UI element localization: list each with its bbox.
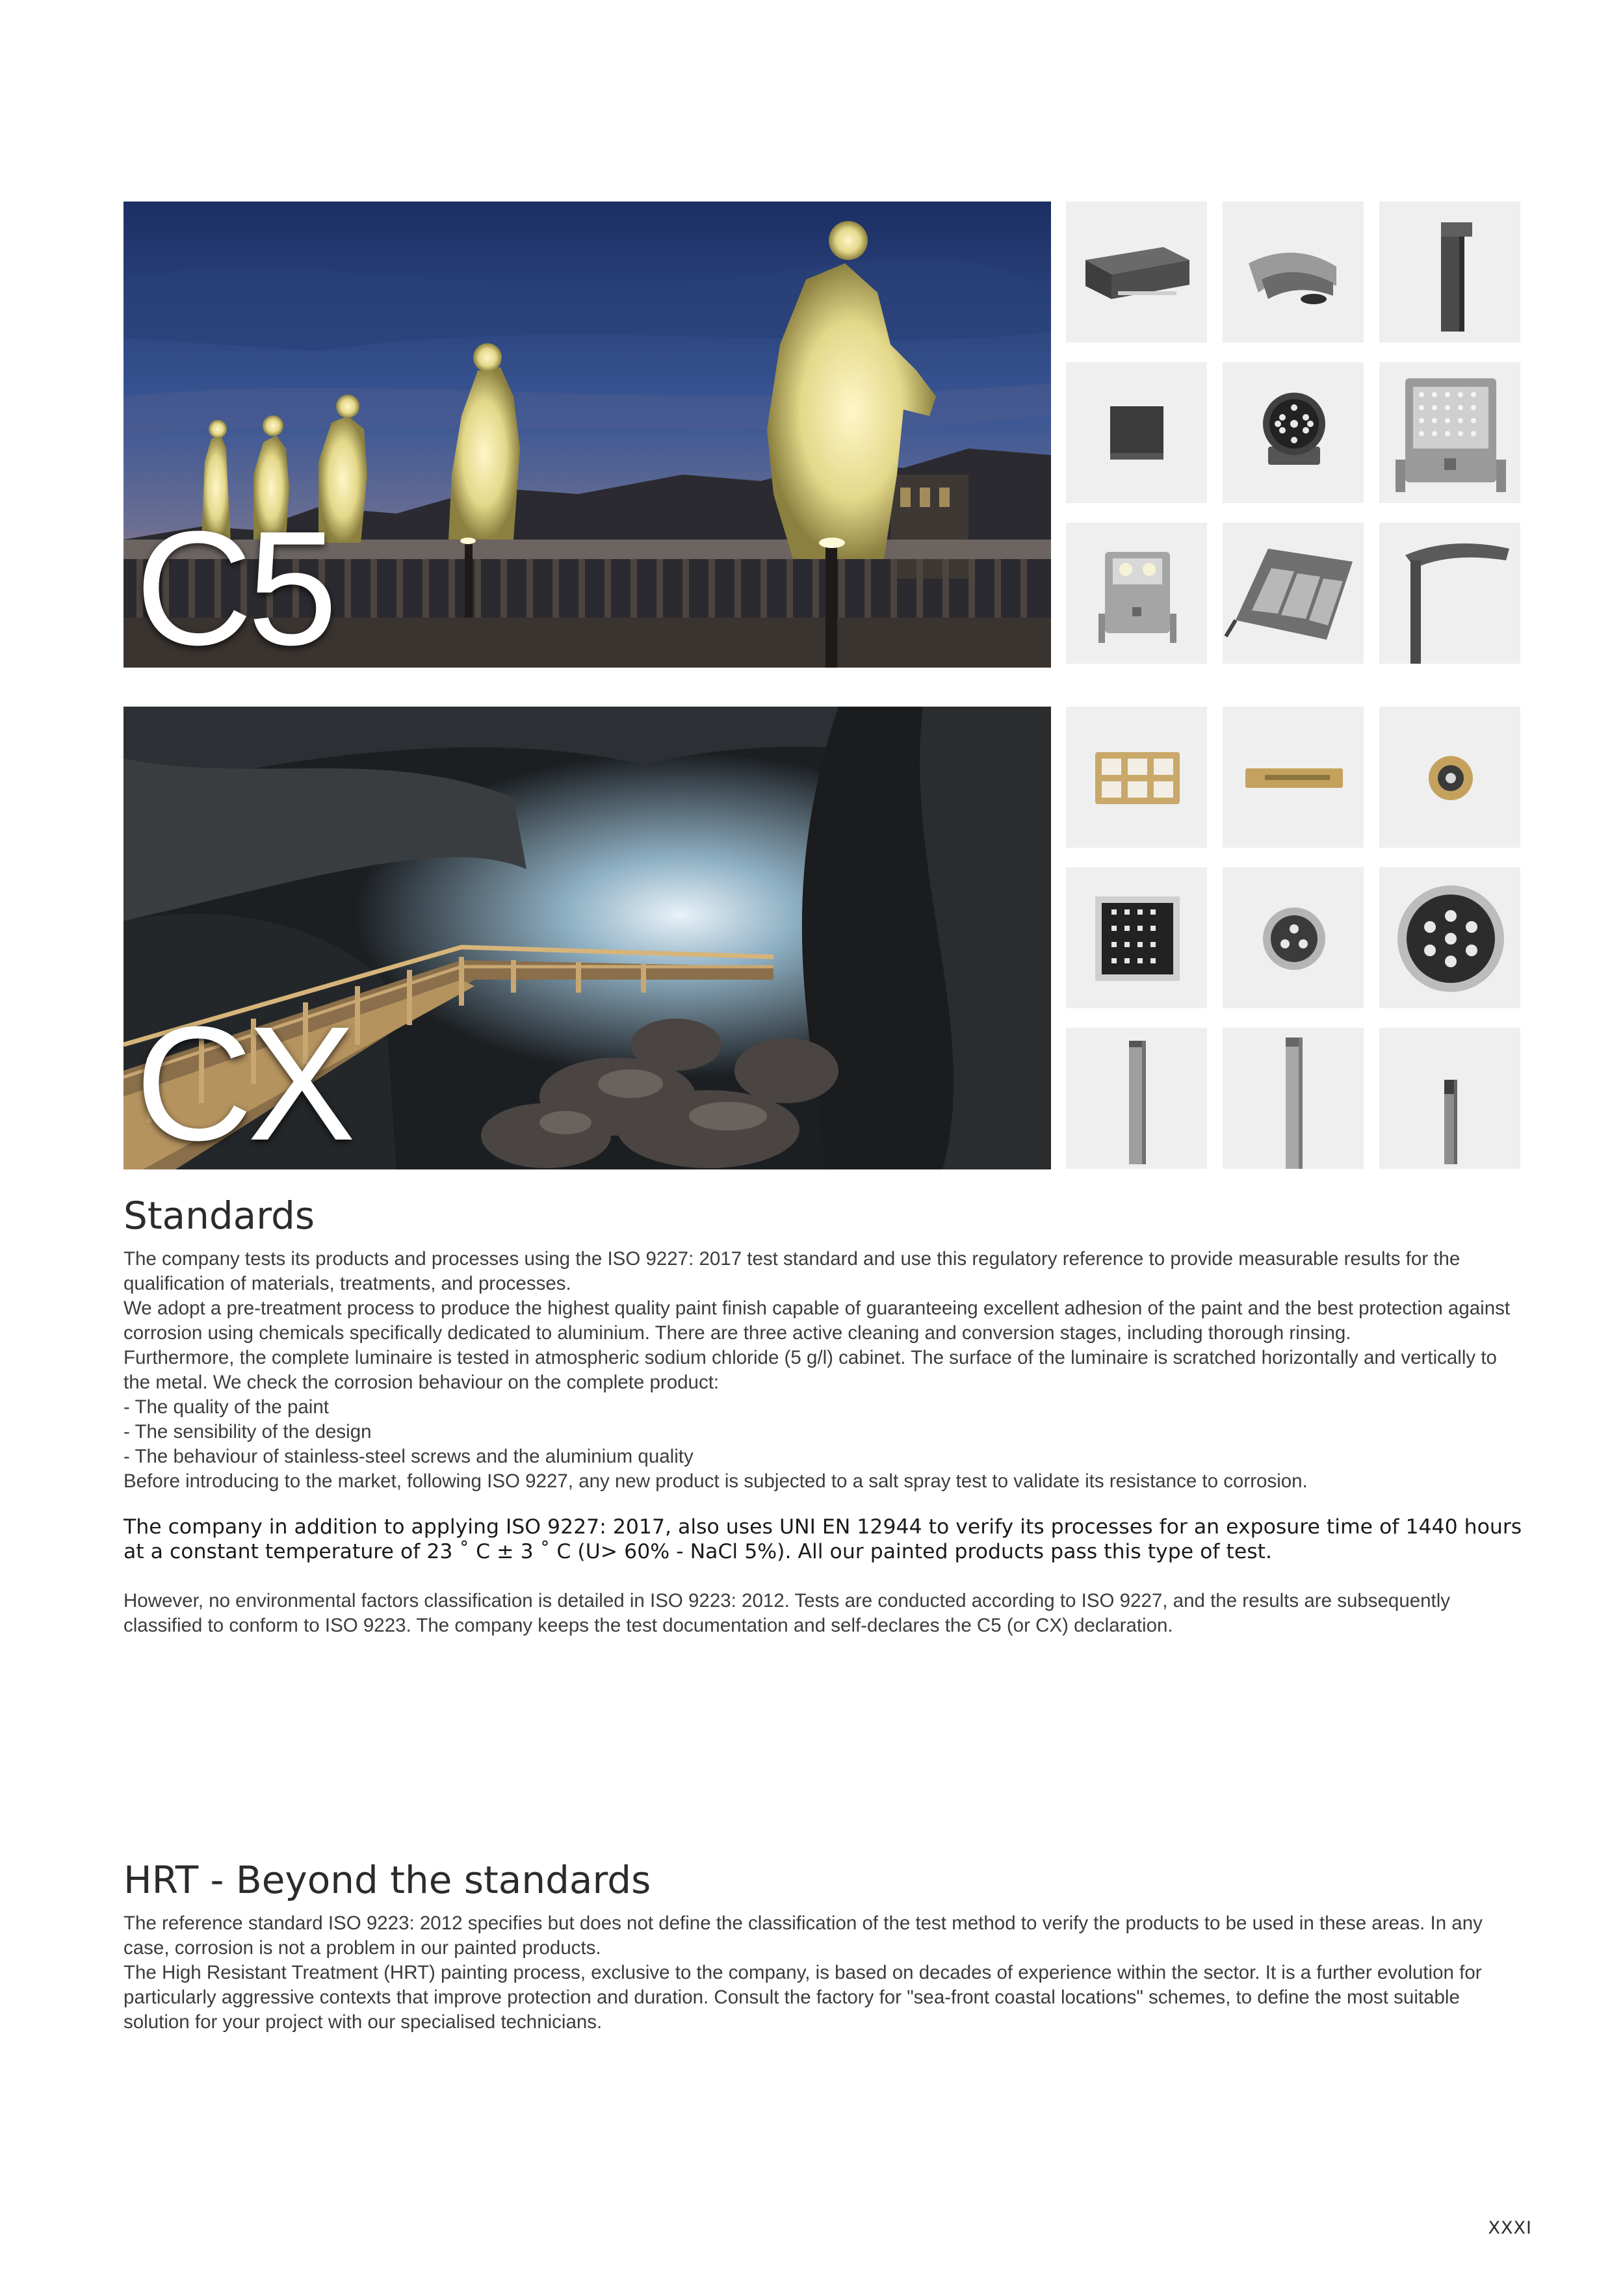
c5-label: C5: [135, 497, 333, 668]
product-tile-wall-light-curved: [1223, 202, 1364, 343]
product-tile-street-light-head: [1379, 523, 1520, 664]
product-tile-floodlight-large: [1379, 362, 1520, 503]
standards-heading: Standards: [123, 1194, 315, 1238]
standards-paragraph: We adopt a pre-treatment process to produce the highest quality paint finish capable of guaranteeing excellent adhesion of the paint and the best protection against corrosion using chemicals specifically dedicated to aluminium. There are three active cleaning and conversion stages, including thorough rinsing.: [123, 1298, 1511, 1344]
c5-hero-photo: [123, 202, 1051, 668]
standards-closing: However, no environmental factors classification is detailed in ISO 9223: 2012. Tests are conducted according to ISO 9227, and the results are subsequently classified to conform to ISO 9223. The company keeps the test documentation and self-declares the C5 (or CX) declaration.: [123, 1590, 1451, 1636]
product-tile-recessed-linear-light: [1223, 707, 1364, 848]
standards-paragraph: Before introducing to the market, following ISO 9227, any new product is subjected to a salt spray test to validate its resistance to corrosion.: [123, 1470, 1308, 1492]
standards-paragraph: The company tests its products and processes using the ISO 9227: 2017 test standard and use this regulatory reference to provide measurable results for the qualification of materials, treatments, and processes.: [123, 1248, 1461, 1294]
product-tile-wall-box-square: [1066, 362, 1207, 503]
product-tile-recessed-square-light: [1066, 867, 1207, 1008]
product-tile-bollard-square: [1379, 202, 1520, 343]
standards-body: [123, 1247, 1527, 1494]
product-tile-inground-small-light: [1223, 867, 1364, 1008]
product-tile-bollard-cylinder-2: [1223, 1028, 1364, 1169]
standards-highlight: The company in addition to applying ISO 9227: 2017, also uses UNI EN 12944 to verify its processes for an exposure time of 1440 hours at a constant temperature of 23 ˚ C ± 3 ˚ C (U> 60% - NaCl 5%). All our painted products pass this type of test.: [123, 1515, 1522, 1563]
product-tile-inground-large-light: [1379, 867, 1520, 1008]
product-tile-bollard-cylinder-short: [1379, 1028, 1520, 1169]
product-tile-floodlight-small: [1066, 523, 1207, 664]
standards-paragraph: Furthermore, the complete luminaire is tested in atmospheric sodium chloride (5 g/l) cabinet. The surface of the luminaire is scratched horizontally and vertically to the metal. We check the corrosion behaviour on the complete product:: [123, 1347, 1497, 1393]
hrt-paragraph: The High Resistant Treatment (HRT) painting process, exclusive to the company, is based on decades of experience within the sector. It is a further evolution for particularly aggressive contexts that improve protection and duration. Consult the factory for "sea-front coastal locations" schemes, to define the most suitable solution for your project with our specialised technicians.: [123, 1962, 1482, 2033]
product-tile-bollard-cylinder-1: [1066, 1028, 1207, 1169]
product-tile-spotlight-round: [1223, 362, 1364, 503]
standards-list-item: - The behaviour of stainless-steel screws and the aluminium quality: [123, 1446, 694, 1467]
hrt-heading: HRT - Beyond the standards: [123, 1858, 651, 1902]
standards-list-item: - The quality of the paint: [123, 1396, 329, 1418]
hrt-body: [123, 1911, 1527, 2035]
product-tile-recessed-grid-light: [1066, 707, 1207, 848]
product-tile-recessed-mini-light: [1379, 707, 1520, 848]
standards-list-item: - The sensibility of the design: [123, 1421, 372, 1442]
product-tile-wall-light-rectangular: [1066, 202, 1207, 343]
hrt-paragraph: The reference standard ISO 9223: 2012 specifies but does not define the classification of the test method to verify the products to be used in these areas. In any case, corrosion is not a problem in our painted products.: [123, 1912, 1483, 1959]
product-tile-floodlight-array: [1223, 523, 1364, 664]
page-number: XXXI: [1488, 2218, 1532, 2238]
cx-label: CX: [135, 993, 351, 1169]
cx-hero-photo: [123, 707, 1051, 1169]
